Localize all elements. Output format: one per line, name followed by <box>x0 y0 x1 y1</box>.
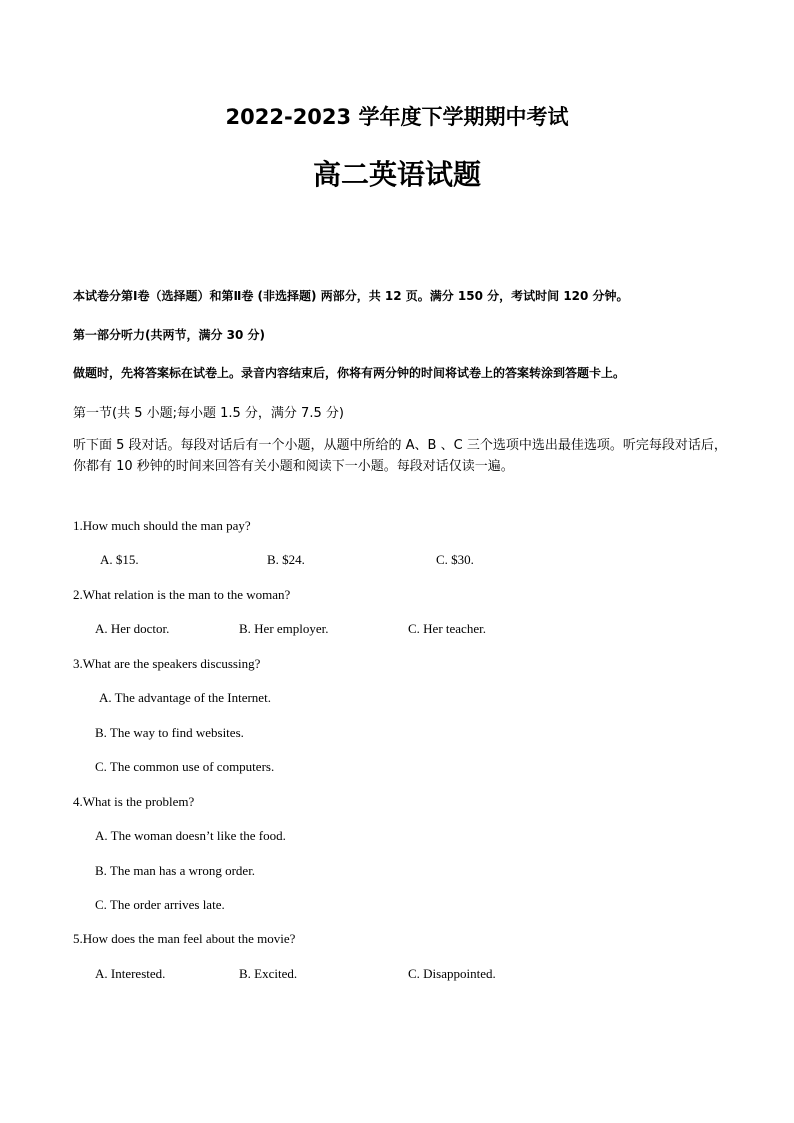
option-a: A. The advantage of the Internet. <box>99 690 271 705</box>
part1-title: 第一部分听力(共两节，满分 30 分) <box>73 328 266 342</box>
option-a: A. The woman doesn’t like the food. <box>95 828 286 843</box>
paper-info: 本试卷分第Ⅰ卷（选择题）和第Ⅱ卷 (非选择题) 两部分，共 12 页。满分 150 分，考试时间 120 分钟。 <box>73 289 629 303</box>
question-stem: 5.How does the man feel about the movie? <box>73 931 296 946</box>
option-c: C. $30. <box>436 552 474 567</box>
section1-instruction: 听下面 5 段对话。每段对话后有一个小题，从题中所给的 A、B 、C 三个选项中选出最佳选项。听完每段对话后，你都有 10 秒钟的时间来回答有关小题和阅读下一小题。每段对话仅读一遍。 <box>73 438 727 474</box>
question-stem: 1.How much should the man pay? <box>73 518 251 533</box>
question-stem: 2.What relation is the man to the woman? <box>73 587 291 602</box>
exam-title: 2022-2023 学年度下学期期中考试 <box>225 105 569 129</box>
option-b: B. Her employer. <box>239 621 329 636</box>
section1-title: 第一节(共 5 小题;每小题 1.5 分，满分 7.5 分) <box>73 406 344 421</box>
part1-note: 做题时，先将答案标在试卷上。录音内容结束后，你将有两分钟的时间将试卷上的答案转涂到答题卡上。 <box>73 366 626 380</box>
option-b: B. $24. <box>267 552 305 567</box>
option-c: C. Disappointed. <box>408 966 496 981</box>
option-b: B. The way to find websites. <box>95 725 244 740</box>
option-b: B. The man has a wrong order. <box>95 863 256 878</box>
option-a: A. Interested. <box>95 966 166 981</box>
option-c: C. Her teacher. <box>408 621 486 636</box>
question-stem: 3.What are the speakers discussing? <box>73 656 261 671</box>
exam-subtitle: 高二英语试题 <box>312 158 481 191</box>
option-b: B. Excited. <box>239 966 298 981</box>
option-a: A. Her doctor. <box>95 621 170 636</box>
question-stem: 4.What is the problem? <box>73 794 195 809</box>
option-a: A. $15. <box>100 552 139 567</box>
option-c: C. The order arrives late. <box>95 897 225 912</box>
option-c: C. The common use of computers. <box>95 759 275 774</box>
